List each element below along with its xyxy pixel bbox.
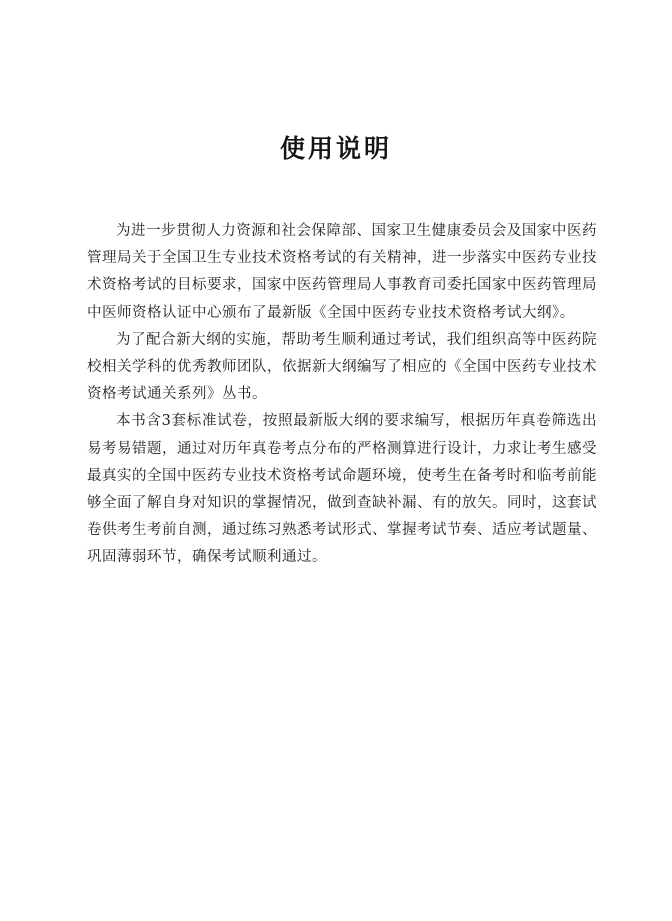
body-text [87, 218, 597, 572]
page-title: 使用说明 [279, 134, 392, 163]
paragraph-3: 本书含3套标准试卷，按照最新版大纲的要求编写，根据历年真卷筛选出易考易错题，通过对历年真卷考点分布的严格测算进行设计，力求让考生感受最真实的全国中医药专业技术资格考试命题环境，使考生在备考时和临考前能够全面了解自身对知识的掌握情况，做到查缺补漏、有的放矢。同时，这套试卷供考生考前自测，通过练习熟悉考试形式、掌握考试节奏、适应考试题量、巩固薄弱环节，确保考试顺利通过。 [87, 413, 597, 566]
paragraph-1: 为进一步贯彻人力资源和社会保障部、国家卫生健康委员会及国家中医药管理局关于全国卫生专业技术资格考试的有关精神，进一步落实中医药专业技术资格考试的目标要求，国家中医药管理局人事教育司委托国家中医药管理局中医师资格认证中心颁布了最新版《全国中医药专业技术资格考试大纲》。 [87, 223, 597, 321]
paragraph-2: 为了配合新大纲的实施，帮助考生顺利通过考试，我们组织高等中医药院校相关学科的优秀教师团队，依据新大纲编写了相应的《全国中医药专业技术资格考试通关系列》丛书。 [87, 331, 597, 403]
